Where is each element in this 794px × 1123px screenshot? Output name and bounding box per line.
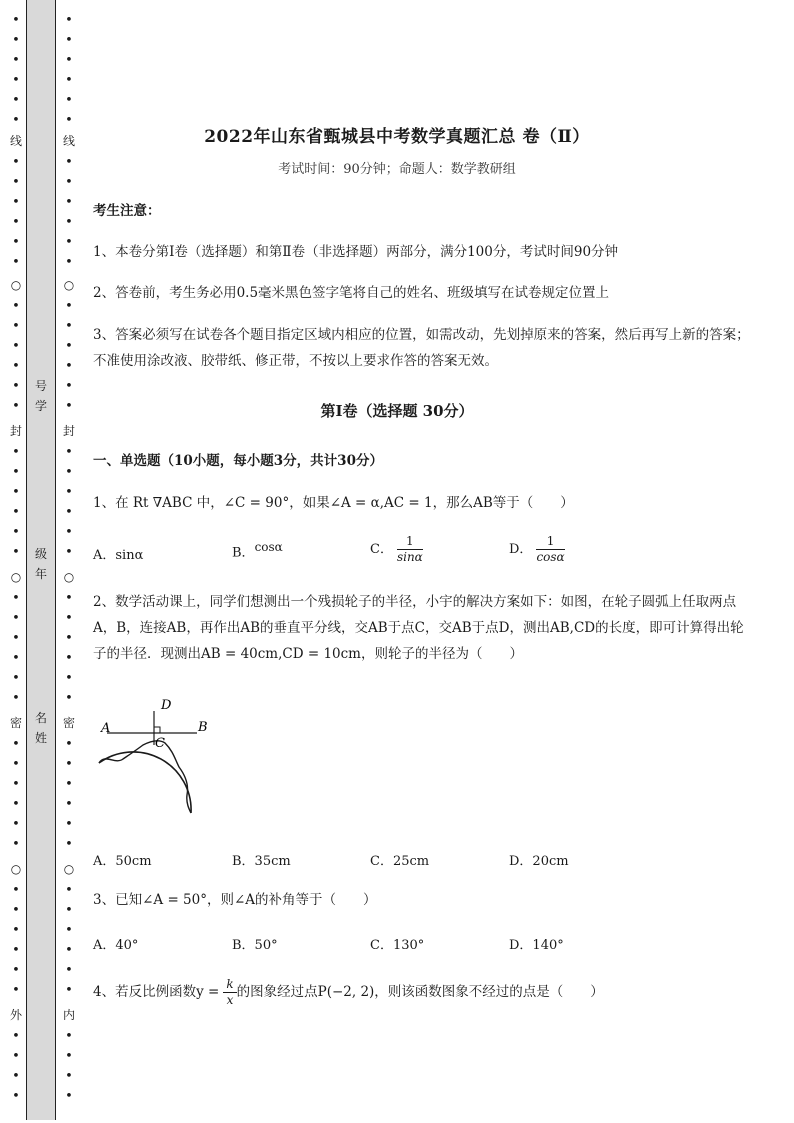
left-mark-circle: ○	[10, 862, 22, 876]
band-field-grade: 级 年	[34, 547, 47, 581]
q4-text-before: 4、若反比例函数y =	[93, 984, 220, 1000]
q1-option-b	[232, 540, 283, 560]
left-mark-secret: 密	[9, 716, 22, 730]
label-c: C	[155, 736, 165, 751]
left-mark-circle: ○	[10, 278, 22, 292]
numerator: 1	[397, 534, 423, 550]
right-mark-seal: 封	[62, 424, 75, 438]
fraction	[536, 534, 564, 565]
q3-option-a: A．40°	[93, 938, 139, 953]
question-2-text: 2、数学活动课上，同学们想测出一个残损轮子的半径，小宇的解决方案如下：如图，在轮子圆弧上任取两点A，B，连接AB，再作出AB的垂直平分线，交AB于点C，交AB于点D，测出AB,CD的长度，即可计算得出轮子的半径．现测出AB = 40cm,CD = 10cm，则轮子的半径为（ ）	[93, 594, 744, 662]
label-b: B	[198, 720, 208, 735]
left-mark-circle: ○	[10, 570, 22, 584]
left-mark-outer: 外	[9, 1008, 22, 1022]
option-label: D．	[509, 542, 533, 557]
q3-option-d: D．140°	[509, 938, 564, 953]
denominator: x	[226, 993, 234, 1007]
denominator: cosα	[536, 550, 565, 564]
fraction	[397, 534, 423, 565]
right-mark-circle: ○	[63, 570, 75, 584]
q1-option-d	[509, 534, 565, 565]
fraction	[223, 977, 236, 1008]
denominator: sinα	[396, 550, 423, 564]
q2-option-a: A．50cm	[93, 854, 152, 869]
notice-item-1: 1、本卷分第Ⅰ卷（选择题）和第Ⅱ卷（非选择题）两部分，满分100分，考试时间90分钟	[93, 244, 619, 260]
q4-text-after: 的图象经过点P(−2, 2)，则该函数图象不经过的点是（ ）	[236, 984, 604, 1000]
option-label: B．	[232, 545, 255, 561]
question-4-text	[93, 977, 754, 1008]
option-label: C．	[370, 542, 393, 557]
right-mark-inner: 内	[62, 1008, 75, 1022]
q2-option-c: C．25cm	[370, 854, 430, 869]
q1-option-c	[370, 534, 423, 565]
wheel-figure	[93, 693, 218, 818]
q2-option-b: B．35cm	[232, 854, 291, 869]
left-mark-line: 线	[9, 134, 22, 148]
numerator: 1	[536, 534, 564, 550]
q3-option-b: B．50°	[232, 938, 278, 953]
part-title: 第Ⅰ卷（选择题 30分）	[320, 402, 474, 420]
numerator: k	[223, 977, 236, 993]
wheel-diagram	[93, 693, 218, 818]
notice-item-3: 3、答案必须写在试卷各个题目指定区域内相应的位置，如需改动，先划掉原来的答案，然后再写上新的答案；不准使用涂改液、胶带纸、修正带，不按以上要求作答的答案无效。	[93, 327, 750, 369]
right-mark-secret: 密	[62, 716, 75, 730]
label-d: D	[161, 698, 172, 713]
q1-option-a: A．sinα	[93, 548, 144, 563]
option-value: cosα	[254, 540, 283, 554]
notice-item-2: 2、答卷前，考生务必用0.5毫米黑色签字笔将自己的姓名、班级填写在试卷规定位置上	[93, 285, 610, 301]
section-title: 一、单选题（10小题，每小题3分，共计30分）	[93, 453, 383, 469]
question-1-text: 1、在 Rt ∇ABC 中，∠C = 90°，如果∠A = α,AC = 1，那么AB等于（ ）	[93, 495, 574, 511]
notice-heading: 考生注意：	[93, 203, 161, 219]
right-mark-circle: ○	[63, 278, 75, 292]
band-field-name: 名 姓	[34, 711, 47, 745]
band-field-number: 号 学	[34, 379, 47, 413]
q2-option-d: D．20cm	[509, 854, 569, 869]
label-a: A	[101, 721, 111, 736]
left-mark-seal: 封	[9, 424, 22, 438]
question-3-text: 3、已知∠A = 50°，则∠A的补角等于（ ）	[93, 892, 377, 908]
paper-subtitle: 考试时间：90分钟；命题人：数学教研组	[278, 162, 516, 177]
q3-option-c: C．130°	[370, 938, 425, 953]
right-mark-circle: ○	[63, 862, 75, 876]
paper-title: 2022年山东省甄城县中考数学真题汇总 卷（Ⅱ）	[204, 127, 590, 147]
right-mark-line: 线	[62, 134, 75, 148]
